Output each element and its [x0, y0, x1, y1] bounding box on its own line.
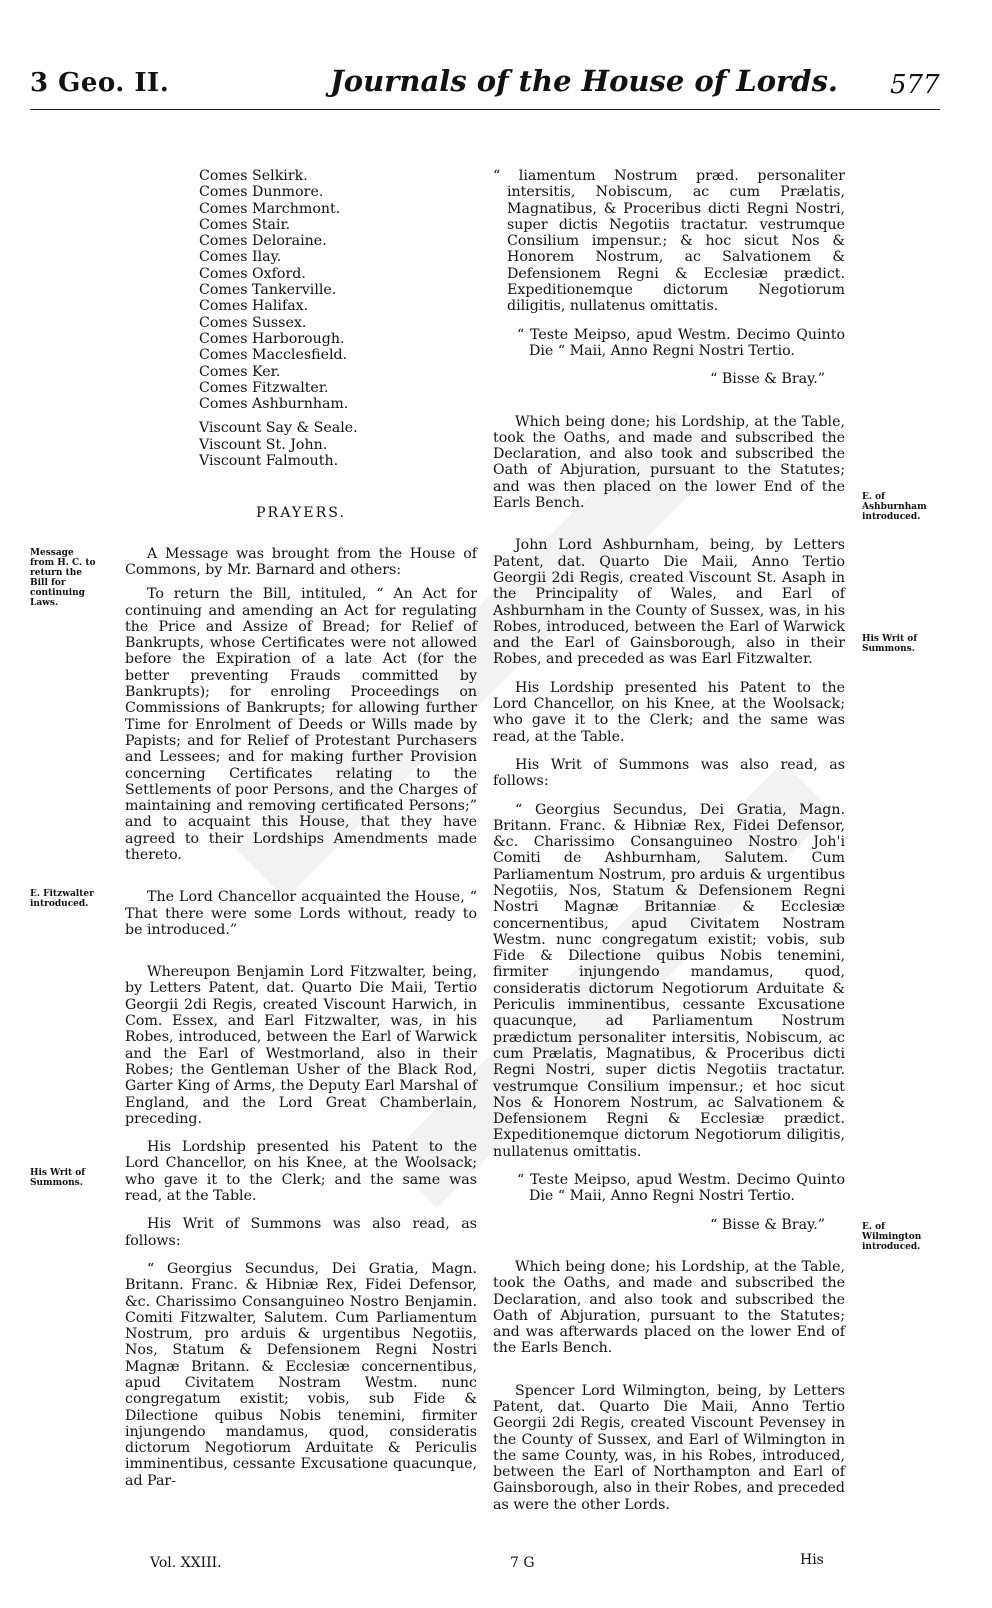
list-item: Comes Deloraine. — [199, 233, 327, 250]
writ-continuation: “ liamentum Nostrum præd. personaliter intersitis, Nobiscum, ac cum Prælatis, Magnatibus, & Proceribus dicti Regni Nostri, super dictis Negotiis tractatur. vestrumque Consilium impensur.; & hoc sicut Nos & Honorem Nostrum, ac Salvationem & Defensionem Regni & Ecclesiæ prædict. Expeditionemque dictorum Negotiorum diligitis, nullatenus omittatis. — [493, 168, 845, 315]
writ-text: “ Georgius Secundus, Dei Gratia, Magn. Britann. Franc. & Hibniæ Rex, Fidei Defensor, &c. Charissimo Consanguineo Nostro Joh'i Comiti de Ashburnham, Salutem. Cum Parliamentum Nostrum, pro arduis & urgentibus Negotiis, Nos, Statum & Defensionem Regni Nostri Magnæ Britanniæ & Ecclesiæ concernentibus, apud Civitatem Nostram Westm. nunc congregatum existit; vobis, sub Fide & Dilectione quibus Nobis tenemini, firmiter injungendo mandamus, quod, consideratis dictorum Negotiorum Arduitate & Periculis imminentibus, cessante Excusatione quacunque, ad Parliamentum Nostrum prædictum personaliter intersitis, Nobiscum, ac cum Prælatis, Magnatibus, & Proceribus dicti Regni Nostri, super dictis Negotiis tractatur. vestrumque Consilium impensur.; et hoc sicut Nos & Honorem Nostrum, ac Salvationem & Defensionem Regni & Ecclesiæ prædict. Expeditionemque dictorum Negotiorum diligitis, nullatenus omittatis. — [493, 801, 845, 1160]
list-item: Comes Sussex. — [199, 314, 307, 331]
list-item: Comes Tankerville. — [199, 282, 337, 299]
header-rule — [30, 109, 940, 110]
wilmington-paragraph: Spencer Lord Wilmington, being, by Letters Patent, dat. Quarto Die Maii, Anno Tertio Georgii 2di Regis, created Viscount Pevensey in the County of Sussex, and Earl of Wilmington in the same County, was, in his Robes, introduced, between the Earl of Northampton and Earl of Gainsborough, also in their Robes, and preceded as were the other Lords. — [493, 1382, 845, 1513]
list-item: Viscount Say & Seale. — [199, 420, 358, 437]
margin-note-ashburnham: E. of Ashburnham introduced. — [862, 492, 927, 522]
patent-paragraph: His Lordship presented his Patent to the Lord Chancellor, on his Knee, at the Woolsack; who gave it to the Clerk; and the same was read, at the Table. — [125, 1139, 477, 1205]
list-item: Comes Fitzwalter. — [199, 379, 329, 396]
catchword: His — [800, 1552, 824, 1568]
list-item: Comes Oxford. — [199, 265, 306, 282]
signature-line: “ Bisse & Bray.” — [710, 1216, 825, 1233]
ashburnham-paragraph: John Lord Ashburnham, being, by Letters Patent, dat. Quarto Die Maii, Anno Tertio Georgii 2di Regis, created Viscount St. Asaph in the Principality of Wales, and Earl of Ashburnham in the County of Sussex, was, in his Robes, introduced, between the Earl of Warwick and the Earl of Gainsborough, also in their Robes, and preceded as was Earl Fitzwalter. — [493, 537, 845, 668]
signature-line: “ Bisse & Bray.” — [710, 371, 825, 388]
list-item: Viscount Falmouth. — [199, 453, 339, 470]
header-title: Journals of the House of Lords. — [330, 64, 839, 98]
list-item: Comes Ilay. — [199, 249, 282, 266]
list-item: Comes Dunmore. — [199, 184, 324, 201]
margin-note-writ-right: His Writ of Summons. — [862, 634, 918, 654]
signature-mark: 7 G — [510, 1555, 535, 1571]
list-item: Comes Ker. — [199, 363, 281, 380]
earls-list — [125, 168, 477, 469]
page-number: 577 — [890, 70, 940, 100]
list-item: Comes Ashburnham. — [199, 396, 349, 413]
list-item: Comes Marchmont. — [199, 200, 341, 217]
writ-intro: His Writ of Summons was also read, as follows: — [125, 1216, 477, 1249]
margin-note-wilmington: E. of Wilmington introduced. — [862, 1222, 922, 1252]
list-item: Comes Macclesfield. — [199, 347, 348, 364]
right-column — [493, 168, 845, 1525]
writ-text: “ Georgius Secundus, Dei Gratia, Magn. Britann. Franc. & Hibniæ Rex, Fidei Defensor, &c. Charissimo Consanguineo Nostro Benjamin. Comiti Fitzwalter, Salutem. Cum Parliamentum Nostrum, pro arduis & urgentibus Negotiis, Nos, Statum & Defensionem Regni Nostri Magnæ Britann. & Ecclesiæ concernentibus, apud Civitatem Nostram Westm. nunc congregatum existit; vobis, sub Fide & Dilectione quibus Nobis tenemini, firmiter injungendo mandamus, quod, consideratis dictorum Negotiorum Arduitate & Periculis imminentibus, cessante Excusatione quacunque, ad Par- — [125, 1260, 477, 1489]
prayers-heading: PRAYERS. — [255, 505, 347, 522]
fitzwalter-paragraph: Whereupon Benjamin Lord Fitzwalter, being, by Letters Patent, dat. Quarto Die Maii, Tertio Georgii 2di Regis, created Viscount Harwich, in Com. Essex, and Earl Fitzwalter, was, in his Robes, introduced, between the Earl of Warwick and the Earl of Westmorland, also in their Robes; the Gentleman Usher of the Black Rod, Garter King of Arms, the Deputy Earl Marshal of England, and the Lord Great Chamberlain, preceding. — [125, 964, 477, 1127]
list-item: Comes Selkirk. — [199, 168, 308, 184]
chancellor-paragraph: The Lord Chancellor acquainted the House, “ That there were some Lords without, ready to be introduced.” — [125, 889, 477, 938]
left-column — [125, 168, 477, 1501]
done-paragraph: Which being done; his Lordship, at the Table, took the Oaths, and made and subscribed the Declaration, and also took and subscribed the Oath of Abjuration, pursuant to the Statutes; and was afterwards placed on the lower End of the Earls Bench. — [493, 1258, 845, 1357]
message-paragraph: A Message was brought from the House of Commons, by Mr. Barnard and others: — [125, 545, 477, 578]
margin-note-fitzwalter: E. Fitzwalter introduced. — [30, 889, 94, 909]
teste-line: “ Teste Meipso, apud Westm. Decimo Quinto Die “ Maii, Anno Regni Nostri Tertio. — [517, 1172, 845, 1205]
margin-note-writ-left: His Writ of Summons. — [30, 1168, 86, 1188]
margin-note-message: Message from H. C. to return the Bill for continuing Laws. — [30, 548, 96, 608]
list-item: Comes Stair. — [199, 216, 291, 233]
return-bill-paragraph: To return the Bill, intituled, “ An Act for continuing and amending an Act for regulating the Price and Assize of Bread; for Relief of Bankrupts, whose Certificates were not allowed before the Expiration of a late Act (for the better preventing Frauds committed by Bankrupts); for enroling Proceedings on Commissions of Bankrupts; for allowing further Time for Enrolment of Deeds or Wills made by Papists; and for Relief of Protestant Purchasers and Lessees; and for making further Provision concerning Certificates relating to the Settlements of poor Persons, and the Charges of maintaining and removing certificated Persons;” and to acquaint this House, that they have agreed to their Lordships Amendments made thereto. — [125, 586, 477, 863]
list-item: Comes Harborough. — [199, 330, 345, 347]
header-regnal-year: 3 Geo. II. — [30, 68, 170, 98]
list-item: Viscount St. John. — [199, 436, 328, 453]
list-item: Comes Halifax. — [199, 298, 309, 315]
done-paragraph: Which being done; his Lordship, at the Table, took the Oaths, and made and subscribed the Declaration, and also took and subscribed the Oath of Abjuration, pursuant to the Statutes; and was then placed on the lower End of the Earls Bench. — [493, 413, 845, 512]
volume-label: Vol. XXIII. — [150, 1555, 222, 1571]
writ-intro: His Writ of Summons was also read, as follows: — [493, 756, 845, 790]
patent-paragraph: His Lordship presented his Patent to the Lord Chancellor, on his Knee, at the Woolsack; who gave it to the Clerk; and the same was read, at the Table. — [493, 679, 845, 745]
teste-line: “ Teste Meipso, apud Westm. Decimo Quinto Die “ Maii, Anno Regni Nostri Tertio. — [517, 326, 845, 359]
